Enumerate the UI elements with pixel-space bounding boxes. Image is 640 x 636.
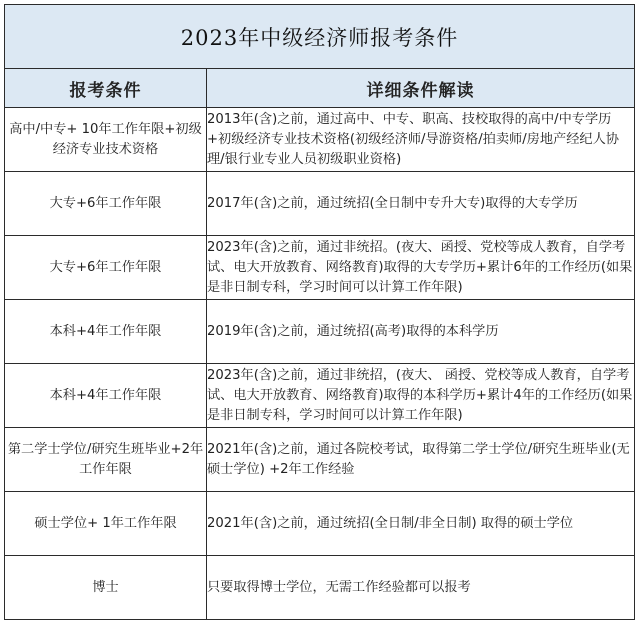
details-cell: 2021年(含)之前，通过各院校考试，取得第二学士学位/研究生班毕业(无硕士学位) +2年工作经验 <box>207 428 635 492</box>
header-requirement: 报考条件 <box>5 69 207 108</box>
details-cell: 2013年(含)之前，通过高中、中专、职高、技校取得的高中/中专学历+初级经济专业技术资格(初级经济师/导游资格/拍卖师/房地产经纪人协理/银行业专业人员初级职业资格) <box>207 108 635 172</box>
requirement-cell: 本科+4年工作年限 <box>5 364 207 428</box>
details-cell: 2021年(含)之前，通过统招(全日制/非全日制) 取得的硕士学位 <box>207 492 635 556</box>
table-row <box>5 236 635 300</box>
table-row <box>5 172 635 236</box>
table-row <box>5 364 635 428</box>
details-cell: 2017年(含)之前，通过统招(全日制中专升大专)取得的大专学历 <box>207 172 635 236</box>
details-cell: 2019年(含)之前，通过统招(高考)取得的本科学历 <box>207 300 635 364</box>
requirement-cell: 硕士学位+ 1年工作年限 <box>5 492 207 556</box>
table-row <box>5 428 635 492</box>
table-row <box>5 108 635 172</box>
requirement-cell: 大专+6年工作年限 <box>5 172 207 236</box>
details-cell: 2023年(含)之前，通过非统招，(夜大、 函授、党校等成人教育，自学考试、电大开放教育、网络教育)取得的本科学历+累计4年的工作经历(如果是非日制专科，学习时间可以计算工作年限) <box>207 364 635 428</box>
table-title: 2023年中级经济师报考条件 <box>5 5 635 69</box>
table-row <box>5 556 635 620</box>
requirement-cell: 大专+6年工作年限 <box>5 236 207 300</box>
requirement-cell: 第二学士学位/研究生班毕业+2年工作年限 <box>5 428 207 492</box>
details-cell: 2023年(含)之前，通过非统招。(夜大、函授、党校等成人教育，自学考试、电大开放教育、网络教育)取得的大专学历+累计6年的工作经历(如果是非日制专科，学习时间可以计算工作年限) <box>207 236 635 300</box>
table-row <box>5 300 635 364</box>
table-row <box>5 492 635 556</box>
exam-requirements-table <box>4 4 635 620</box>
header-details: 详细条件解读 <box>207 69 635 108</box>
requirement-cell: 博士 <box>5 556 207 620</box>
requirement-cell: 高中/中专+ 10年工作年限+初级经济专业技术资格 <box>5 108 207 172</box>
requirement-cell: 本科+4年工作年限 <box>5 300 207 364</box>
title-row <box>5 5 635 69</box>
header-row <box>5 69 635 108</box>
details-cell: 只要取得博士学位，无需工作经验都可以报考 <box>207 556 635 620</box>
